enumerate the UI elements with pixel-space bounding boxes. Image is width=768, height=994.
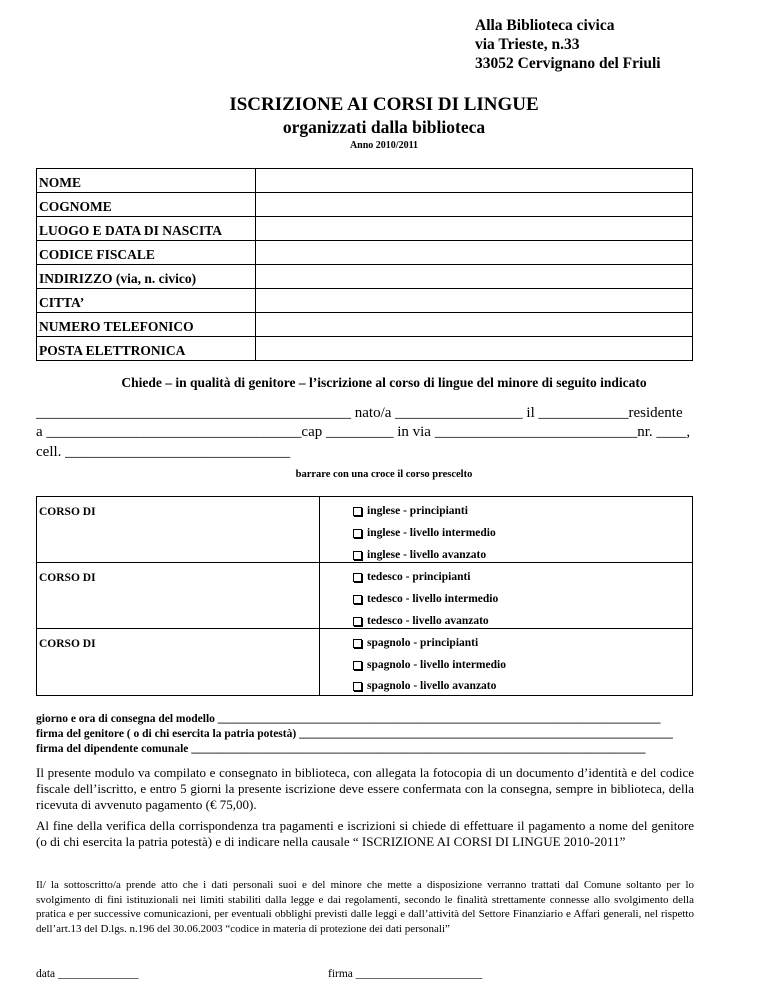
request-statement: Chiede – in qualità di genitore – l’iscrizione al corso di lingue del minore di seguito indicato <box>121 375 647 390</box>
option-label: inglese - principianti <box>367 505 468 517</box>
field-value-indirizzo[interactable] <box>256 265 693 289</box>
field-value-telefono[interactable] <box>256 313 693 337</box>
divider <box>319 629 320 695</box>
course-block-spagnolo <box>37 629 692 696</box>
field-label-indirizzo: INDIRIZZO (via, n. civico) <box>37 265 256 289</box>
option-label: tedesco - livello intermedio <box>367 593 499 605</box>
form-title: ISCRIZIONE AI CORSI DI LINGUE <box>229 94 539 115</box>
field-value-cognome[interactable] <box>256 193 693 217</box>
course-block-inglese <box>37 497 692 563</box>
minor-details-line-2[interactable]: a __________________________________cap _________ in via ___________________________nr. ____, <box>36 424 691 440</box>
option-label: inglese - livello intermedio <box>367 527 496 539</box>
recipient-address <box>475 16 661 73</box>
table-row <box>37 289 693 313</box>
option-label: inglese - livello avanzato <box>367 549 487 561</box>
minor-details-line-3[interactable]: cell. ______________________________ <box>36 444 291 460</box>
course-instruction: barrare con una croce il corso prescelto <box>295 469 473 480</box>
option-label: spagnolo - principianti <box>367 637 479 649</box>
divider <box>319 563 320 628</box>
form-year: Anno 2010/2011 <box>349 140 419 151</box>
table-row <box>37 265 693 289</box>
field-value-citta[interactable] <box>256 289 693 313</box>
minor-details-line-1[interactable]: __________________________________________ nato/a _________________ il ____________residente <box>36 405 683 421</box>
date-field[interactable]: data ______________ <box>36 968 139 980</box>
field-value-email[interactable] <box>256 337 693 361</box>
checkbox-icon[interactable] <box>353 639 362 648</box>
option-tedesco-intermedio[interactable] <box>353 593 498 605</box>
option-inglese-intermedio[interactable] <box>353 527 496 539</box>
option-inglese-avanzato[interactable] <box>353 549 486 561</box>
checkbox-icon[interactable] <box>353 617 362 626</box>
option-spagnolo-avanzato[interactable] <box>353 680 496 692</box>
checkbox-icon[interactable] <box>353 573 362 582</box>
address-line-1: Alla Biblioteca civica <box>475 17 615 34</box>
field-label-email: POSTA ELETTRONICA <box>37 337 256 361</box>
option-label: tedesco - livello avanzato <box>367 615 489 627</box>
option-inglese-principianti[interactable] <box>353 505 468 517</box>
signature-field[interactable]: firma ______________________ <box>328 968 483 980</box>
option-label: spagnolo - livello intermedio <box>367 659 506 671</box>
checkbox-icon[interactable] <box>353 682 362 691</box>
table-row <box>37 193 693 217</box>
employee-signature-line[interactable]: firma del dipendente comunale _______________________________________________________________________________ <box>36 743 646 755</box>
personal-data-table <box>36 168 693 361</box>
divider <box>319 497 320 562</box>
delivery-date-line[interactable]: giorno e ora di consegna del modello _____________________________________________________________________________ <box>36 713 661 725</box>
option-tedesco-principianti[interactable] <box>353 571 471 583</box>
instructions-paragraph: Il presente modulo va compilato e consegnato in biblioteca, con allegata la fotocopia di un documento d’identità e del codice fiscale dell’iscritto, e entro 5 giorni la presente iscrizione deve essere confermata con la consegna, sempre in biblioteca, della ricevuta di avvenuto pagamento (€ 75,00). <box>36 765 694 812</box>
address-line-2: via Trieste, n.33 <box>475 36 580 53</box>
field-label-nome: NOME <box>37 169 256 193</box>
course-label: CORSO DI <box>39 506 96 518</box>
option-spagnolo-intermedio[interactable] <box>353 659 506 671</box>
field-label-codice-fiscale: CODICE FISCALE <box>37 241 256 265</box>
option-label: spagnolo - livello avanzato <box>367 680 497 692</box>
course-selection-table <box>36 496 693 696</box>
option-tedesco-avanzato[interactable] <box>353 615 489 627</box>
table-row <box>37 313 693 337</box>
checkbox-icon[interactable] <box>353 551 362 560</box>
checkbox-icon[interactable] <box>353 595 362 604</box>
field-value-luogo-data-nascita[interactable] <box>256 217 693 241</box>
option-label: tedesco - principianti <box>367 571 471 583</box>
field-label-luogo-data-nascita: LUOGO E DATA DI NASCITA <box>37 217 256 241</box>
payment-paragraph: Al fine della verifica della corrispondenza tra pagamenti e iscrizioni si chiede di effettuare il pagamento a nome del genitore (o di chi esercita la patria potestà) e di indicare nella causale “ ISCRIZIONE AI CORSI DI LINGUE 2010-2011” <box>36 818 694 849</box>
field-label-cognome: COGNOME <box>37 193 256 217</box>
checkbox-icon[interactable] <box>353 529 362 538</box>
table-row <box>37 241 693 265</box>
form-subtitle: organizzati dalla biblioteca <box>282 117 486 137</box>
checkbox-icon[interactable] <box>353 661 362 670</box>
table-row <box>37 337 693 361</box>
table-row <box>37 169 693 193</box>
parent-signature-line[interactable]: firma del genitore ( o di chi esercita la patria potestà) _________________________________________________________________ <box>36 728 673 740</box>
field-value-nome[interactable] <box>256 169 693 193</box>
privacy-paragraph: Il/ la sottoscritto/a prende atto che i dati personali suoi e del minore che mette a disposizione verranno trattati dal Comune soltanto per lo svolgimento di fini istituzionali nei limiti stabiliti dalla legge e dai regolamenti, secondo le finalità strettamente connesse allo svolgimento della pratica e per successive comunicazioni, per eventuali obblighi previsti dalle leggi e dall’attività del Settore Finanziario e Affari generali, nel rispetto dell’art.13 del D.lgs. n.196 del 30.06.2003 “codice in materia di protezione dei dati personali” <box>36 879 694 935</box>
course-label: CORSO DI <box>39 638 96 650</box>
address-line-3: 33052 Cervignano del Friuli <box>475 55 661 72</box>
field-label-citta: CITTA’ <box>37 289 256 313</box>
course-block-tedesco <box>37 563 692 629</box>
option-spagnolo-principianti[interactable] <box>353 637 478 649</box>
table-row <box>37 217 693 241</box>
course-label: CORSO DI <box>39 572 96 584</box>
field-label-telefono: NUMERO TELEFONICO <box>37 313 256 337</box>
checkbox-icon[interactable] <box>353 507 362 516</box>
field-value-codice-fiscale[interactable] <box>256 241 693 265</box>
